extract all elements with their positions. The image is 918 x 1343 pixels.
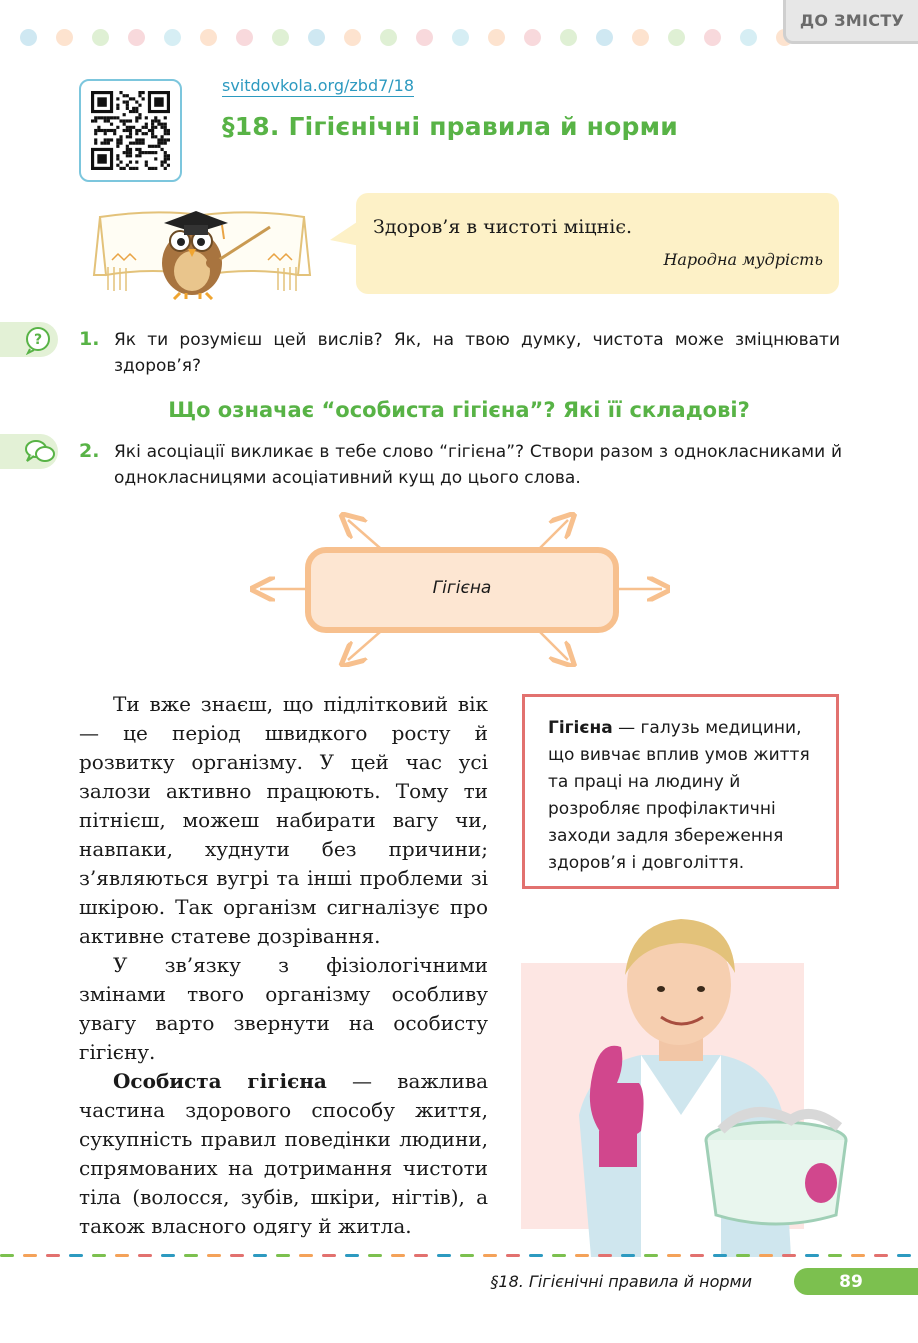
decor-dot (164, 29, 181, 46)
decor-dash (92, 1254, 106, 1257)
decor-dash (552, 1254, 566, 1257)
bottom-dashes-decoration (0, 1254, 918, 1258)
decor-dash (69, 1254, 83, 1257)
decor-dash (253, 1254, 267, 1257)
decor-dot (560, 29, 577, 46)
decor-dash (207, 1254, 221, 1257)
decor-dash (322, 1254, 336, 1257)
definition-box (522, 694, 839, 889)
decor-dot (200, 29, 217, 46)
top-dots-decoration (20, 29, 790, 47)
decor-dash (759, 1254, 773, 1257)
decor-dash (138, 1254, 152, 1257)
decor-dash (874, 1254, 888, 1257)
paragraph-3-rest: — важлива частина здорового способу життя, сукупність правил поведінки людини, спрямованих на дотримання чистоти тіла (волосся, зубів, шкіри, нігтів), а також власного одягу й житла. (79, 1069, 488, 1238)
question-tab (0, 322, 58, 357)
quote-author: Народна мудрість (663, 250, 823, 269)
decor-dot (308, 29, 325, 46)
decor-dash (23, 1254, 37, 1257)
section-subheading: Що означає “особиста гігієна”? Які її складові? (168, 398, 750, 422)
decor-dot (380, 29, 397, 46)
decor-dash (897, 1254, 911, 1257)
decor-dash (667, 1254, 681, 1257)
decor-dash (621, 1254, 635, 1257)
decor-dash (575, 1254, 589, 1257)
decor-dash (391, 1254, 405, 1257)
paragraph-3 (79, 1067, 488, 1241)
decor-dot (236, 29, 253, 46)
question-1-number: 1. (79, 328, 100, 350)
to-contents-button[interactable]: ДО ЗМІСТУ (783, 0, 918, 44)
qr-code[interactable] (79, 79, 182, 182)
decor-dash (736, 1254, 750, 1257)
decor-dot (704, 29, 721, 46)
decor-dot (740, 29, 757, 46)
decor-dot (128, 29, 145, 46)
diagram-center-label: Гігієна (432, 578, 492, 598)
decor-dot (344, 29, 361, 46)
decor-dot (20, 29, 37, 46)
discussion-tab (0, 434, 58, 469)
footer-section-title: §18. Гігієнічні правила й норми (490, 1272, 752, 1291)
decor-dot (596, 29, 613, 46)
decor-dash (782, 1254, 796, 1257)
decor-dash (345, 1254, 359, 1257)
decor-dash (276, 1254, 290, 1257)
decor-dash (161, 1254, 175, 1257)
paragraph-1: Ти вже знаєш, що підлітковий вік — це період швидкого росту й розвитку організму. У цей час усі залози активно працюють. Тому ти пітнієш, можеш набирати вагу чи, навпаки, худнути без причини; з’являються вугрі та інші проблеми зі шкірою. Так організм сигналізує про активне статеве дозрівання. (79, 692, 488, 948)
definition-term: Гігієна (548, 718, 613, 738)
question-2-number: 2. (79, 440, 100, 462)
decor-dash (299, 1254, 313, 1257)
decor-dash (598, 1254, 612, 1257)
decor-dot (92, 29, 109, 46)
decor-dot (452, 29, 469, 46)
owl-illustration (92, 205, 312, 300)
page-title: §18. Гігієнічні правила й норми (222, 112, 678, 141)
definition-text: — галузь медицини, що вивчає вплив умов життя та праці на людину й розробляє профілактичні заходи задля збереження здоров’я і довголіття. (548, 718, 810, 873)
term-personal-hygiene: Особиста гігієна (113, 1069, 327, 1093)
decor-dash (644, 1254, 658, 1257)
question-icon (24, 325, 54, 355)
decor-dot (668, 29, 685, 46)
decor-dash (805, 1254, 819, 1257)
decor-dot (488, 29, 505, 46)
lesson-url-link[interactable]: svitdovkola.org/zbd7/18 (222, 76, 415, 95)
paragraph-2: У зв’язку з фізіологічними змінами твого організму особливу увагу варто звернути на особисту гігієну. (79, 953, 488, 1064)
decor-dash (437, 1254, 451, 1257)
decor-dot (632, 29, 649, 46)
decor-dot (416, 29, 433, 46)
decor-dash (483, 1254, 497, 1257)
qr-code-icon (91, 91, 170, 170)
speech-bubbles-icon (24, 437, 56, 467)
decor-dash (368, 1254, 382, 1257)
decor-dash (529, 1254, 543, 1257)
decor-dash (690, 1254, 704, 1257)
question-1-text: Як ти розумієш цей вислів? Як, на твою думку, чистота може зміцнювати здоров’я? (114, 330, 840, 376)
decor-dot (272, 29, 289, 46)
decor-dash (506, 1254, 520, 1257)
decor-dot (524, 29, 541, 46)
quote-text: Здоров’я в чистоті міцніє. (373, 216, 633, 238)
svg-text:?: ? (33, 332, 43, 348)
decor-dash (460, 1254, 474, 1257)
main-text (79, 690, 488, 1241)
question-2-text: Які асоціації викликає в тебе слово “гігієна”? Створи разом з однокласниками й однокласницями асоціативний кущ до цього слова. (114, 442, 842, 488)
decor-dash (0, 1254, 14, 1257)
decor-dash (115, 1254, 129, 1257)
decor-dash (414, 1254, 428, 1257)
boy-with-cleaning-bucket-photo (521, 915, 851, 1257)
decor-dash (713, 1254, 727, 1257)
decor-dash (828, 1254, 842, 1257)
quote-bubble (356, 193, 839, 294)
decor-dot (56, 29, 73, 46)
page-number: 89 (794, 1268, 918, 1295)
decor-dash (184, 1254, 198, 1257)
decor-dash (46, 1254, 60, 1257)
decor-dash (851, 1254, 865, 1257)
decor-dash (230, 1254, 244, 1257)
